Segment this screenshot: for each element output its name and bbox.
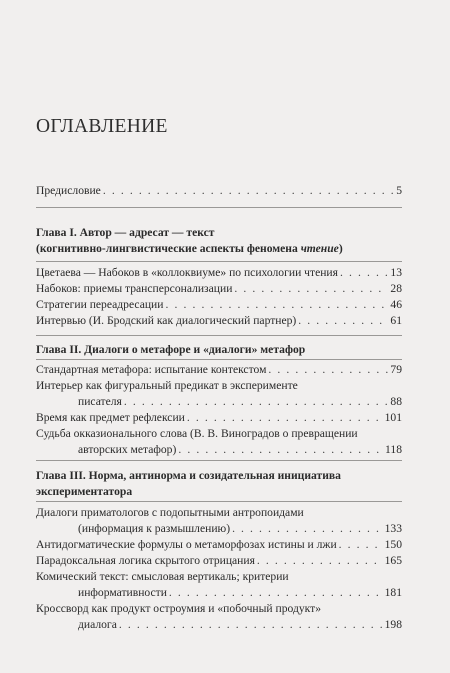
toc-entry[interactable] <box>78 617 402 634</box>
leader-dots <box>165 297 388 314</box>
toc-entry-title: Время как предмет рефлексии <box>36 411 185 424</box>
toc-entry[interactable] <box>78 521 402 538</box>
toc-entry-page: 13 <box>390 266 402 279</box>
toc-entry-page: 181 <box>384 586 402 599</box>
toc-entry-page: 118 <box>385 443 402 456</box>
toc-entry-title: Набоков: приемы трансперсонализации <box>36 282 233 295</box>
toc-entry-title-line1[interactable]: Диалоги приматологов с подопытными антропоидами <box>36 506 304 519</box>
leader-dots <box>298 313 388 330</box>
toc-entry-title-line1[interactable]: Судьба окказионального слова (В. В. Виноградов о превращении <box>36 427 358 440</box>
divider <box>36 460 402 461</box>
toc-entry[interactable] <box>78 442 402 459</box>
divider <box>36 501 402 502</box>
toc-entry[interactable] <box>36 410 402 427</box>
toc-entry-title: Интервью (И. Бродский как диалогический партнер) <box>36 314 297 327</box>
chapter-1-subtitle-a: (когнитивно-лингвистические аспекты феномена <box>36 242 301 255</box>
toc-entry-page: 79 <box>390 363 402 376</box>
toc-entry-page: 5 <box>396 184 402 197</box>
toc-entry-title-line2: авторских метафор) <box>78 443 177 456</box>
toc-entry[interactable] <box>36 537 402 554</box>
toc-entry-page: 46 <box>390 298 402 311</box>
toc-entry[interactable] <box>36 313 402 330</box>
toc-entry[interactable] <box>78 585 402 602</box>
toc-entry-page: 88 <box>390 395 402 408</box>
toc-entry-title: Предисловие <box>36 184 101 197</box>
chapter-1-subtitle-c: ) <box>338 242 343 255</box>
toc-entry[interactable] <box>36 362 402 379</box>
chapter-2-title[interactable]: Глава II. Диалоги о метафоре и «диалоги» метафор <box>36 343 306 356</box>
toc-entry[interactable] <box>36 265 402 282</box>
toc-entry-title-line2: информативности <box>78 586 167 599</box>
toc-entry-title: Антидогматические формулы о метаморфозах истины и лжи <box>36 538 337 551</box>
leader-dots <box>178 442 383 459</box>
leader-dots <box>103 183 394 200</box>
toc-entry-title-line2: диалога <box>78 618 117 631</box>
leader-dots <box>268 362 388 379</box>
leader-dots <box>257 553 383 570</box>
toc-entry-preface[interactable] <box>36 183 402 200</box>
toc-entry-title: Цветаева — Набоков в «коллоквиуме» по психологии чтения <box>36 266 338 279</box>
toc-entry-title-line2: (информация к размышлению) <box>78 522 231 535</box>
toc-entry-title-line2: писателя <box>78 395 122 408</box>
chapter-3-title-line2: экспериментатора <box>36 485 133 498</box>
toc-entry-page: 150 <box>384 538 402 551</box>
toc-entry-title: Парадоксальная логика скрытого отрицания <box>36 554 255 567</box>
toc-entry-page: 165 <box>384 554 402 567</box>
chapter-1-title[interactable]: Глава I. Автор — адресат — текст <box>36 226 215 239</box>
toc-entry[interactable] <box>78 394 402 411</box>
divider <box>36 261 402 262</box>
toc-entry-title-line1[interactable]: Комический текст: смысловая вертикаль; критерии <box>36 570 289 583</box>
toc-entry-page: 198 <box>384 618 402 631</box>
chapter-1-subtitle-italic: чтение <box>300 242 339 255</box>
toc-entry-page: 133 <box>384 522 402 535</box>
leader-dots <box>169 585 383 602</box>
leader-dots <box>339 537 383 554</box>
leader-dots <box>187 410 383 427</box>
leader-dots <box>119 617 383 634</box>
toc-entry[interactable] <box>36 281 402 298</box>
toc-entry[interactable] <box>36 297 402 314</box>
toc-entry-page: 28 <box>390 282 402 295</box>
toc-entry-title: Стандартная метафора: испытание контекстом <box>36 363 267 376</box>
page-title: ОГЛАВЛЕНИЕ <box>36 116 168 137</box>
leader-dots <box>124 394 389 411</box>
divider <box>36 359 402 360</box>
toc-entry-title-line1[interactable]: Кроссворд как продукт остроумия и «побочный продукт» <box>36 602 322 615</box>
toc-entry-page: 101 <box>384 411 402 424</box>
divider <box>36 335 402 336</box>
leader-dots <box>340 265 388 282</box>
leader-dots <box>234 281 388 298</box>
divider <box>36 207 402 208</box>
chapter-1-subtitle <box>36 241 402 258</box>
toc-entry-title: Стратегии переадресации <box>36 298 164 311</box>
leader-dots <box>232 521 383 538</box>
toc-entry[interactable] <box>36 553 402 570</box>
chapter-3-title[interactable]: Глава III. Норма, антинорма и созидательная инициатива <box>36 469 341 482</box>
toc-entry-page: 61 <box>390 314 402 327</box>
toc-entry-title-line1[interactable]: Интерьер как фигуральный предикат в эксперименте <box>36 379 298 392</box>
